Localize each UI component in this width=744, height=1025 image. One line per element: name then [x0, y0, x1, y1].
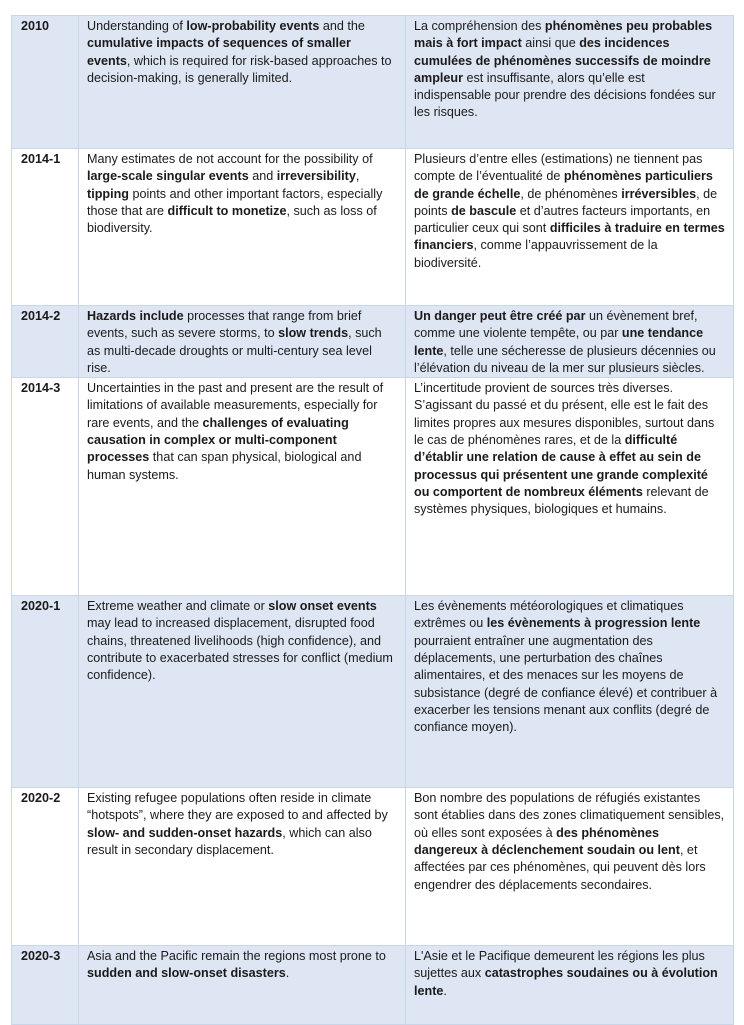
text-segment: Existing refugee populations often reside in climate “hotspots”, where they are exposed to and affected by — [87, 791, 388, 823]
bold-text-segment: large-scale singular events — [87, 169, 249, 184]
year-cell: 2020-3 — [12, 946, 79, 1025]
text-segment: , comme l’appauvrissement de la biodiversité. — [414, 238, 658, 270]
french-text-cell — [406, 16, 734, 149]
text-segment: ainsi que — [521, 36, 580, 51]
table-body — [12, 16, 734, 1025]
french-text-cell — [406, 306, 734, 378]
french-text-cell — [406, 946, 734, 1025]
bold-text-segment: catastrophes soudaines ou à évolution lente — [414, 966, 718, 998]
text-segment: , et affectées par ces phénomènes, qui peuvent dès lors engendrer des déplacements secondaires. — [414, 843, 706, 892]
text-segment: that can span physical, biological and human systems. — [87, 450, 362, 482]
text-segment: L'Asie et le Pacifique demeurent les régions les plus sujettes aux — [414, 949, 705, 981]
text-segment: Les évènements météorologiques et climatiques extrêmes ou — [414, 599, 684, 631]
bold-text-segment: low-probability events — [186, 19, 320, 33]
text-segment: , such as multi-decade droughts or multi-century sea level rise. — [87, 326, 382, 375]
text-segment: Many estimates de not account for the possibility of — [87, 152, 373, 166]
table-row — [12, 596, 734, 788]
year-cell: 2014-1 — [12, 149, 79, 306]
french-text-cell — [406, 149, 734, 306]
bold-text-segment: des incidences cumulées de phénomènes successifs de moindre ampleur — [414, 36, 711, 85]
bold-text-segment: cumulative impacts of sequences of smaller events — [87, 36, 351, 68]
text-segment: Extreme weather and climate or — [87, 599, 269, 614]
french-text-cell — [406, 788, 734, 946]
bold-text-segment: slow trends — [278, 326, 349, 341]
text-segment: est insuffisante, alors qu’elle est indispensable pour prendre des décisions fondées sur les risques. — [414, 70, 716, 120]
bold-text-segment: irréversibles — [621, 186, 697, 201]
english-text-cell — [79, 306, 406, 378]
table-row — [12, 946, 734, 1025]
bold-text-segment: une tendance lente — [414, 326, 704, 358]
year-cell: 2010 — [12, 16, 79, 149]
text-segment: may lead to increased displacement, disrupted food chains, threatened livelihoods (high confidence), and contribute to exacerbated stresses for conflict (medium confidence). — [87, 616, 393, 683]
text-segment: Asia and the Pacific remain the regions most prone to — [87, 949, 386, 964]
table-row — [12, 16, 734, 149]
bold-text-segment: sudden and slow-onset disasters — [87, 966, 286, 981]
table-row — [12, 788, 734, 946]
english-text-cell — [79, 16, 406, 149]
english-text-cell — [79, 788, 406, 946]
text-segment: and — [248, 169, 277, 184]
bold-text-segment: de bascule — [451, 203, 517, 218]
text-segment: , de phénomènes — [520, 186, 622, 201]
bold-text-segment: difficulté d’établir une relation de cause à effet au sein de processus qui présentent une grande complexité ou comportent de nombreux éléments — [414, 433, 708, 499]
text-segment: relevant de systèmes physiques, biologiques et humains. — [414, 484, 709, 517]
text-segment: Plusieurs d’entre elles (estimations) ne tiennent pas compte de l’éventualité de — [414, 152, 703, 184]
bold-text-segment: irreversibility — [276, 169, 356, 184]
bold-text-segment: challenges of evaluating causation in complex or multi-component processes — [87, 415, 349, 465]
bold-text-segment: Un danger peut être créé par — [414, 309, 586, 323]
bold-text-segment: tipping — [87, 186, 129, 201]
bold-text-segment: les évènements à progression lente — [486, 616, 701, 631]
text-segment: La compréhension des — [414, 19, 545, 33]
bold-text-segment: phénomènes particuliers de grande échelle — [414, 169, 713, 201]
year-cell: 2020-2 — [12, 788, 79, 946]
text-segment: . — [443, 983, 447, 998]
text-segment: Uncertainties in the past and present are the result of limitations of available measurements, especially for rare events, and the — [87, 381, 384, 430]
text-segment: , which can also result in secondary displacement. — [87, 825, 372, 858]
text-segment: points and other important factors, especially those that are — [87, 186, 383, 218]
table-row — [12, 378, 734, 596]
year-cell: 2014-3 — [12, 378, 79, 596]
bold-text-segment: Hazards include — [87, 309, 184, 323]
french-text-cell — [406, 378, 734, 596]
text-segment: processes that range from brief events, such as severe storms, to — [87, 309, 362, 341]
bold-text-segment: phénomènes peu probables mais à fort impact — [414, 19, 713, 51]
bold-text-segment: difficiles à traduire en termes financiers — [414, 221, 725, 253]
english-text-cell — [79, 149, 406, 306]
table-row — [12, 149, 734, 306]
year-cell: 2014-2 — [12, 306, 79, 378]
english-text-cell — [79, 946, 406, 1025]
english-text-cell — [79, 378, 406, 596]
bold-text-segment: difficult to monetize — [167, 203, 287, 218]
text-segment: , which is required for risk-based approaches to decision-making, is generally limited. — [87, 53, 392, 85]
text-segment: Bon nombre des populations de réfugiés existantes sont établies dans des zones climatiquement sensibles, où elles sont exposées à — [414, 791, 725, 840]
year-cell: 2020-1 — [12, 596, 79, 788]
text-segment: , de points — [414, 186, 718, 218]
text-segment: Understanding of — [87, 19, 187, 33]
french-text-cell — [406, 596, 734, 788]
text-segment: , telle une sécheresse de plusieurs décennies ou l’élévation du niveau de la mer sur plusieurs siècles. — [414, 343, 716, 375]
text-segment: . — [285, 966, 290, 981]
bold-text-segment: des phénomènes dangereux à déclenchement soudain ou lent — [414, 825, 680, 858]
text-segment: , such as loss of biodiversity. — [87, 203, 377, 236]
text-segment: and the — [319, 19, 365, 33]
text-segment: pourraient entraîner une augmentation des déplacements, une perturbation des chaînes alimentaires, et des menaces sur les moyens de subsistance (degré de confiance élevé) et contribuer à exacerber les tensions menant aux conflits (degré de confiance moyen). — [414, 633, 718, 735]
english-text-cell — [79, 596, 406, 788]
bilingual-definitions-table — [11, 15, 734, 1025]
table-row — [12, 306, 734, 378]
bold-text-segment: slow onset events — [268, 599, 377, 614]
bold-text-segment: slow- and sudden-onset hazards — [87, 825, 283, 840]
text-segment: , — [355, 169, 360, 184]
text-segment: L’incertitude provient de sources très diverses. S’agissant du passé et du présent, elle est le fait des limites propres aux mesures disponibles, surtout dans le cas de phénomènes rares, et de la — [414, 381, 715, 448]
text-segment: un évènement bref, comme une violente tempête, ou par — [414, 309, 698, 341]
text-segment: et d’autres facteurs importants, en particulier ceux qui sont — [414, 203, 711, 236]
